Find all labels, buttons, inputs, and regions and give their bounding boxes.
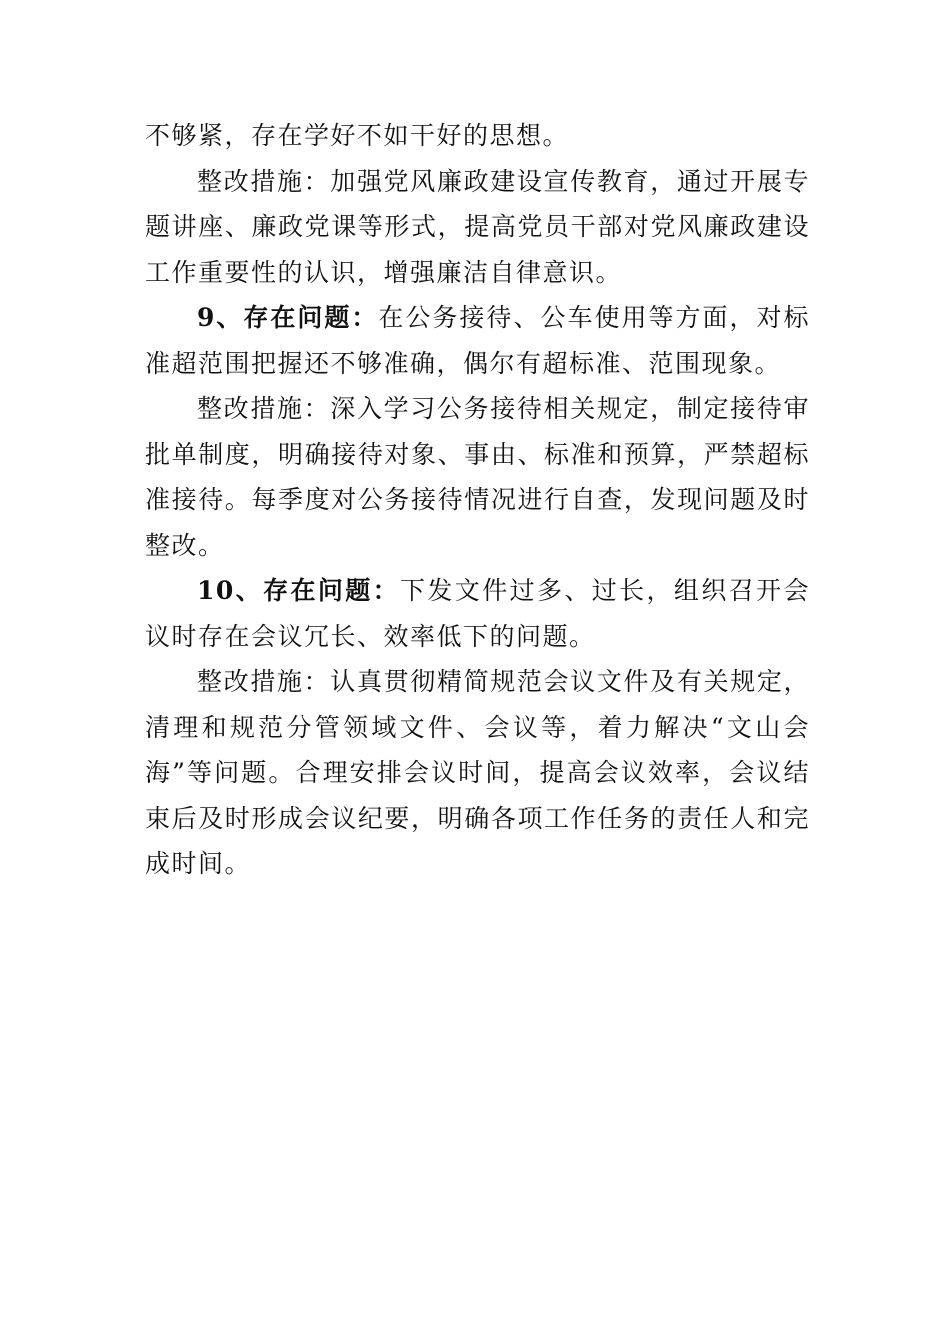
paragraph-issue-9: [145, 295, 810, 386]
paragraph-measure-9: [145, 386, 810, 568]
issue-heading: 9、存在问题：: [197, 303, 379, 332]
paragraph-text: 下发文件过多、过长，组织召开会议时存在会议冗长、效率低下的问题。: [145, 576, 810, 651]
paragraph-continuation: [145, 113, 810, 159]
paragraph-text: 在公务接待、公车使用等方面，对标准超范围把握还不够准确，偶尔有超标准、范围现象。: [145, 303, 810, 378]
paragraph-measure-10: [145, 659, 810, 887]
document-page: [145, 113, 810, 887]
paragraph-text: 整改措施：深入学习公务接待相关规定，制定接待审批单制度，明确接待对象、事由、标准和预算，严禁超标准接待。每季度对公务接待情况进行自查，发现问题及时整改。: [145, 394, 810, 560]
paragraph-text: 整改措施：认真贯彻精简规范会议文件及有关规定，清理和规范分管领域文件、会议等，着力解决“文山会海”等问题。合理安排会议时间，提高会议效率，会议结束后及时形成会议纪要，明确各项工作任务的责任人和完成时间。: [145, 667, 810, 878]
paragraph-text: 不够紧，存在学好不如干好的思想。: [145, 121, 570, 150]
paragraph-measure-8: [145, 159, 810, 296]
paragraph-issue-10: [145, 568, 810, 659]
issue-heading: 10、存在问题：: [197, 576, 401, 605]
paragraph-text: 整改措施：加强党风廉政建设宣传教育，通过开展专题讲座、廉政党课等形式，提高党员干部对党风廉政建设工作重要性的认识，增强廉洁自律意识。: [145, 166, 810, 287]
